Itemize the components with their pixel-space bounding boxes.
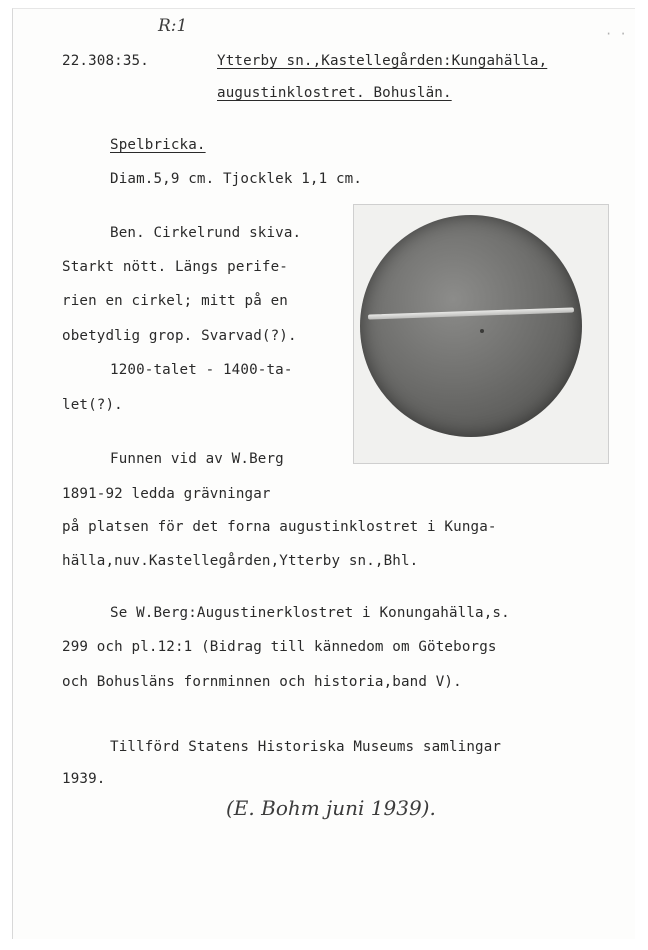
description-line: 1200-talet - 1400-ta- [110, 362, 293, 378]
reference-line: Se W.Berg:Augustinerklostret i Konungahälla,s. [110, 605, 510, 621]
accession-year: 1939. [62, 771, 106, 787]
description-line: Starkt nött. Längs perife- [62, 259, 288, 275]
object-dimensions: Diam.5,9 cm. Tjocklek 1,1 cm. [110, 171, 363, 187]
find-line: Funnen vid av W.Berg [110, 451, 284, 467]
accession-line: Tillförd Statens Historiska Museums samlingar [110, 739, 502, 755]
reference-line: 299 och pl.12:1 (Bidrag till kännedom om Göteborgs [62, 639, 497, 655]
find-line: på platsen för det forna augustinklostret i Kunga- [62, 519, 497, 535]
disc-center-pit [480, 329, 484, 333]
catalog-number: 22.308:35. [62, 53, 149, 69]
find-line: 1891-92 ledda grävningar [62, 486, 271, 502]
handwritten-signature: (E. Bohm juni 1939). [226, 796, 436, 820]
description-line: rien en cirkel; mitt på en [62, 293, 288, 309]
location-line-1: Ytterby sn.,Kastellegården:Kungahälla, [217, 53, 548, 69]
object-name: Spelbricka. [110, 137, 206, 153]
game-piece-disc [360, 215, 582, 437]
description-line: Ben. Cirkelrund skiva. [110, 225, 302, 241]
reference-line: och Bohusläns fornminnen och historia,band V). [62, 674, 462, 690]
corner-mark: · · [605, 27, 627, 41]
disc-crack [368, 307, 574, 319]
location-line-2: augustinklostret. Bohuslän. [217, 85, 452, 101]
description-line: let(?). [62, 397, 123, 413]
artifact-photo [353, 204, 609, 464]
find-line: hälla,nuv.Kastellegården,Ytterby sn.,Bhl. [62, 553, 419, 569]
corner-code: R:1 [158, 16, 188, 36]
description-line: obetydlig grop. Svarvad(?). [62, 328, 297, 344]
